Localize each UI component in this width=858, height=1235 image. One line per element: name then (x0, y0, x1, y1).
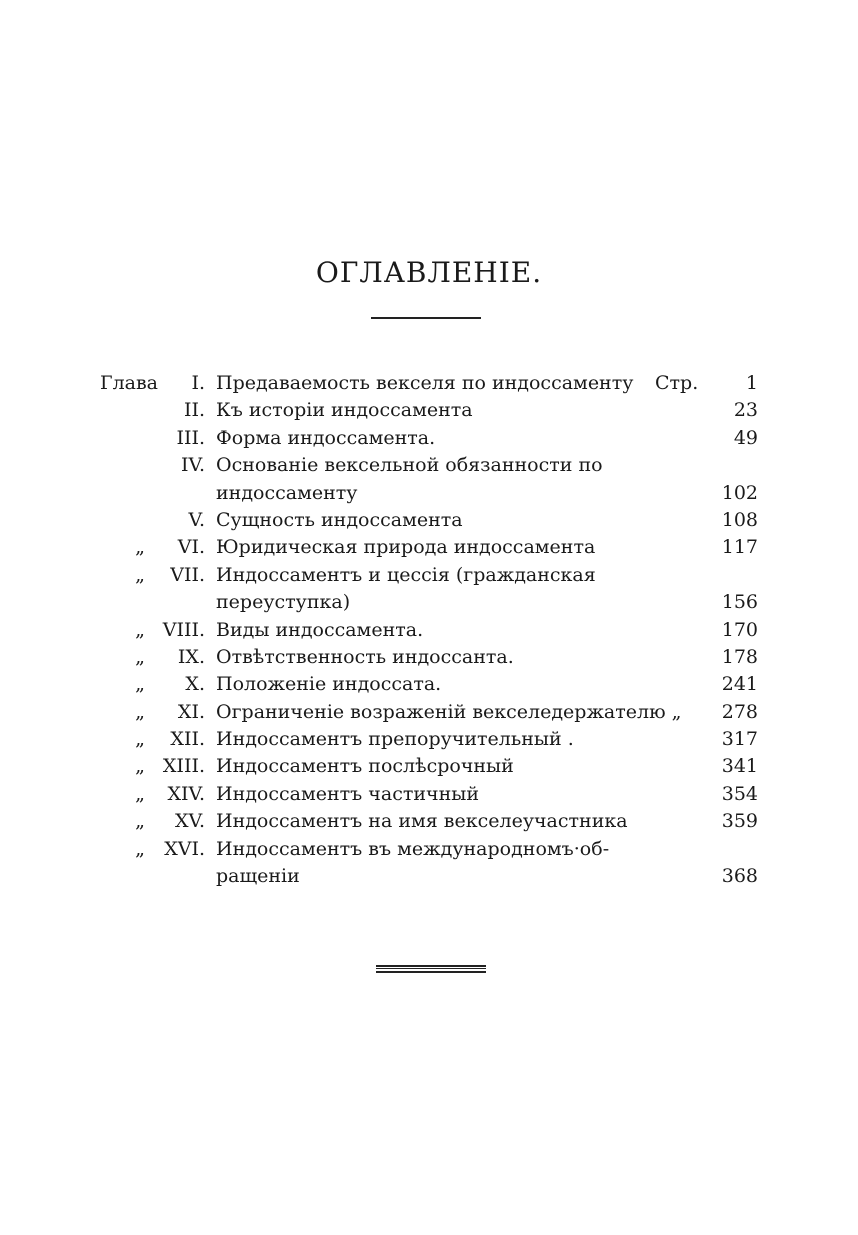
ditto-mark: „ (135, 645, 145, 668)
chapter-number: XIII. (162, 755, 205, 778)
toc-row (0, 589, 858, 616)
page-number: 156 (721, 591, 758, 614)
chapter-number: XII. (170, 728, 205, 751)
toc-row (0, 644, 858, 671)
chapter-title: переуступка) (216, 591, 351, 614)
chapter-title: Сущность индоссамента (216, 508, 463, 531)
page-number: 178 (721, 645, 758, 668)
ditto-mark: „ (135, 728, 145, 751)
ditto-mark: „ (135, 563, 145, 586)
page-number: 278 (721, 700, 758, 723)
page-number: 1 (745, 372, 758, 394)
chapter-number: IV. (181, 454, 205, 477)
page-number: 317 (721, 728, 758, 751)
page-abbreviation: Стр. (655, 372, 699, 394)
toc-row (0, 863, 858, 890)
toc-row (0, 452, 858, 479)
toc-row (0, 726, 858, 753)
ditto-mark: „ (135, 782, 145, 805)
page-title: ОГЛАВЛЕНІЕ. (315, 256, 543, 289)
chapter-number: XI. (177, 700, 205, 723)
chapter-title: Основаніе вексельной обязанности по (216, 454, 603, 477)
toc-row (0, 480, 858, 507)
ditto-mark: „ (135, 536, 145, 559)
chapter-title: Къ исторіи индоссамента (216, 399, 473, 422)
chapter-number: II. (183, 399, 205, 422)
chapter-number: VIII. (162, 618, 205, 641)
toc-row (0, 617, 858, 644)
chapter-title: Ограниченіе возраженій векселедержателю „ (216, 700, 682, 723)
page-number: 359 (721, 810, 758, 833)
chapter-title: Форма индоссамента. (216, 426, 436, 449)
page-number: 354 (721, 782, 758, 805)
toc-row (0, 397, 858, 424)
chapter-title: Индоссаментъ частичный (216, 782, 480, 805)
chapter-number: VI. (177, 536, 205, 559)
chapter-title: Юридическая природа индоссамента (216, 536, 596, 559)
chapter-number: XIV. (167, 782, 205, 805)
page-number: 170 (721, 618, 758, 641)
table-of-contents (0, 370, 858, 890)
toc-row (0, 534, 858, 561)
toc-row (0, 753, 858, 780)
chapter-title: Виды индоссамента. (216, 618, 424, 641)
toc-row (0, 562, 858, 589)
chapter-title: Индоссаментъ въ международномъ·об- (216, 837, 610, 860)
chapter-number: VII. (170, 563, 205, 586)
chapter-title: Положеніе индоссата. (216, 673, 442, 696)
page-number: 368 (721, 865, 758, 888)
toc-row (0, 781, 858, 808)
toc-row (0, 808, 858, 835)
page-number: 49 (733, 426, 758, 449)
page-number: 117 (721, 536, 758, 559)
page-number: 23 (733, 399, 758, 422)
title-rule (371, 317, 481, 319)
page-number: 102 (721, 481, 758, 504)
chapter-number: X. (185, 673, 205, 696)
page-number: 341 (721, 755, 758, 778)
chapter-number: I. (191, 372, 205, 394)
chapter-title: Индоссаментъ и цессія (гражданская (216, 563, 596, 586)
chapter-title: Индоссаментъ на имя векселеучастника (216, 810, 628, 833)
chapter-title: ращеніи (216, 865, 300, 888)
chapter-number: XV. (175, 810, 205, 833)
end-rule (376, 965, 486, 973)
chapter-title: Отвѣтственность индоссанта. (216, 645, 514, 668)
ditto-mark: „ (135, 755, 145, 778)
toc-row (0, 370, 858, 397)
chapter-title: индоссаменту (216, 481, 358, 504)
ditto-mark: „ (135, 673, 145, 696)
chapter-number: IX. (177, 645, 205, 668)
toc-row (0, 699, 858, 726)
ditto-mark: „ (135, 700, 145, 723)
chapter-number: XVI. (164, 837, 205, 860)
toc-row (0, 836, 858, 863)
toc-row (0, 671, 858, 698)
ditto-mark: „ (135, 837, 145, 860)
chapter-title: Индоссаментъ послѣсрочный (216, 755, 514, 778)
toc-row (0, 425, 858, 452)
chapter-title: Предаваемость векселя по индоссаменту (216, 372, 634, 394)
chapter-number: V. (188, 508, 205, 531)
page-number: 241 (721, 673, 758, 696)
chapter-number: III. (176, 426, 205, 449)
chapter-word: Глава (100, 372, 159, 394)
ditto-mark: „ (135, 618, 145, 641)
chapter-title: Индоссаментъ препоручительный . (216, 728, 574, 751)
page-number: 108 (721, 508, 758, 531)
toc-row (0, 507, 858, 534)
ditto-mark: „ (135, 810, 145, 833)
